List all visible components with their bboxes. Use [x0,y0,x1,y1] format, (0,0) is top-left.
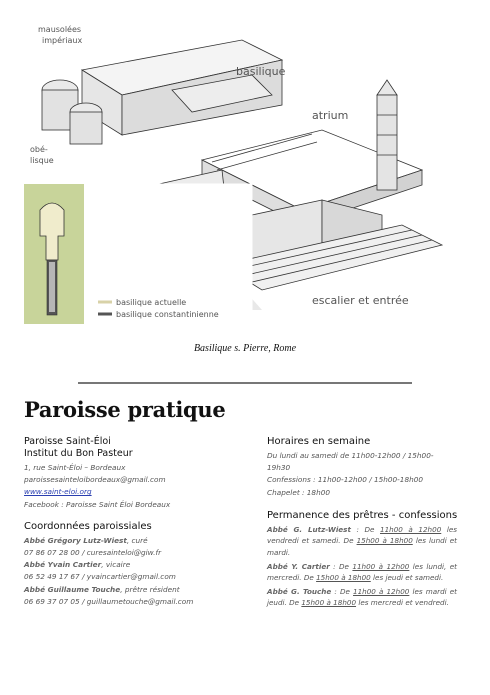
horaires-line-2: 19h30 [267,463,291,473]
permanence-text: : De [350,524,381,534]
legend-label-actuelle: basilique actuelle [116,298,187,307]
horaires-chapelet: Chapelet : 18h00 [267,487,330,497]
permanence-text: : De [331,586,354,596]
permanence-text: les mercredi et vendredi. [356,598,449,608]
permanence-text: : De [329,561,353,571]
label-basilique: basilique [236,65,286,78]
email[interactable]: paroissesainteloibordeaux@gmail.com [24,475,166,485]
left-column [24,436,236,608]
basilica-illustration [22,20,468,332]
permanence-priest: Abbé G. Lutz-Wiest [267,524,351,534]
legend-label-constantinienne: basilique constantinienne [116,310,219,319]
permanence-priest: Abbé Y. Cartier [267,561,330,571]
priest-entry [24,535,236,547]
label-mausolees-2: impériaux [42,36,83,45]
plan-inset [24,184,252,324]
priest-name: Abbé Guillaume Touche [24,584,121,594]
permanence-hours: 15h00 à 18h00 [356,536,413,546]
coordonnees-heading: Coordonnées paroissiales [24,520,152,532]
priest-entry [24,584,236,596]
label-obelisque-2: lisque [30,156,54,165]
permanence-text: les mardi et jeudi. De [267,586,457,608]
priest-contact[interactable]: 06 69 37 07 05 / guillaumetouche@gmail.com [24,596,194,606]
label-escalier: escalier et entrée [312,294,409,307]
paroisse-heading: Paroisse Saint-Éloi [24,436,111,447]
priest-role: , curé [126,535,148,545]
permanence-heading: Permanence des prêtres - confessions [267,509,458,521]
priest-role: , prêtre résident [120,584,180,594]
permanence-hours: 11h00 à 12h00 [353,586,410,596]
permanence-priest: Abbé G. Touche [267,586,332,596]
label-mausolees-1: mausolées [38,25,82,34]
label-obelisque-1: obé- [30,145,48,154]
permanence-text: les jeudi et samedi. [370,573,444,583]
horaires-heading: Horaires en semaine [267,436,371,447]
priest-role: , vicaire [101,560,131,570]
permanence-text: les lundi et mardi. [267,536,457,557]
permanence-hours: 15h00 à 18h00 [316,573,371,583]
permanence-text: les lundi, et mercredi. De [267,561,457,583]
permanence-item [267,561,457,584]
priest-contact[interactable]: 06 52 49 17 67 / yvaincartier@gmail.com [24,572,176,582]
priest-contact[interactable]: 07 86 07 28 00 / curesainteloi@giw.fr [24,548,162,558]
permanence-item [267,524,457,559]
permanence-hours: 11h00 à 12h00 [380,524,442,534]
permanence-hours: 15h00 à 18h00 [301,598,357,608]
page-title: Paroisse pratique [24,397,226,422]
image-caption: Basilique s. Pierre, Rome [193,343,297,354]
priest-name: Abbé Grégory Lutz-Wiest [24,535,127,545]
website-link[interactable]: www.saint-eloi.org [24,487,92,497]
right-column [267,436,457,611]
facebook: Facebook : Paroisse Saint Éloi Bordeaux [24,499,171,509]
divider [78,382,412,384]
label-atrium: atrium [312,109,349,122]
horaires-line-1: Du lundi au samedi de 11h00-12h00 / 15h00- [267,451,434,460]
permanence-text: les vendredi et samedi. De [267,524,458,546]
priest-name: Abbé Yvain Cartier [24,560,102,570]
horaires-confessions: Confessions : 11h00-12h00 / 15h00-18h00 [267,475,424,485]
permanence-item [267,586,457,609]
address: 1, rue Saint-Éloi – Bordeaux [24,463,126,472]
priest-entry [24,559,236,571]
institut-heading: Institut du Bon Pasteur [24,448,133,459]
permanence-hours: 11h00 à 12h00 [352,561,410,571]
